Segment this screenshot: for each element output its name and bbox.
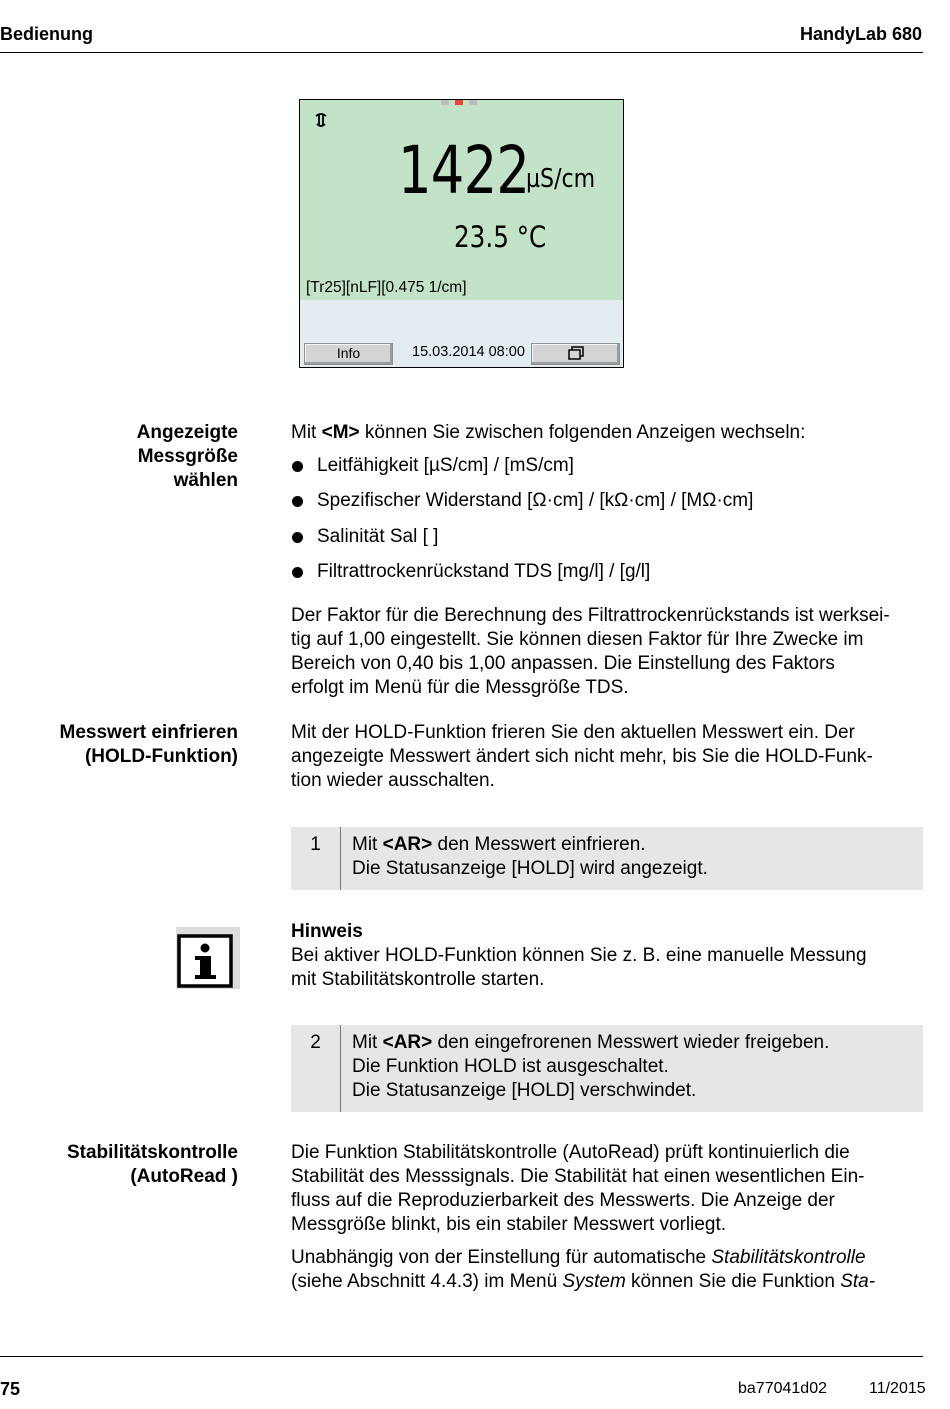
display-datetime: 15.03.2014 08:00 [412,344,525,360]
section-label-hold: Messwert einfrieren (HOLD-Funktion) [59,722,238,767]
bullet-item: Salinität Sal [ ] [317,526,439,547]
bullet-item: Filtrattrockenrückstand TDS [mg/l] / [g/l] [317,561,651,582]
bullet-icon [292,567,303,578]
info-button[interactable]: Info [304,343,393,365]
autoread-paragraph-2: Unabhängig von der Einstellung für automatische Stabilitätskontrolle (siehe Abschnitt 4.4.3) im Menü System können Sie die Funktion Sta- [291,1247,876,1292]
info-note-icon-bg [176,927,240,989]
step-1-box [291,827,923,890]
sensor-icon [314,112,328,128]
window-button[interactable] [531,343,620,365]
window-icon [567,346,585,361]
tds-factor-paragraph: Der Faktor für die Berechnung des Filtrattrockenrückstands ist werksei- tig auf 1,00 eingestellt. Sie können diesen Faktor für Ihre Zwecke im Bereich von 0,40 bis 1,00 anpassen. Die Einstellung des Faktors erfolgt im Menü für die Messgröße TDS. [291,605,890,698]
section-label-select: Angezeigte Messgröße wählen [136,422,238,491]
hold-paragraph: Mit der HOLD-Funktion frieren Sie den aktuellen Messwert ein. Der angezeigte Messwert ändert sich nicht mehr, bis Sie die HOLD-Funk- tion wieder ausschalten. [291,722,873,791]
step-number: 2 [291,1025,341,1112]
select-intro: Mit <M> können Sie zwischen folgenden Anzeigen wechseln: [291,422,806,443]
step-text: Mit <AR> den Messwert einfrieren. Die Statusanzeige [HOLD] wird angezeigt. [352,834,708,879]
document-id: ba77041d02 [738,1380,827,1397]
display-tab-3 [469,100,477,105]
note-block: Hinweis Bei aktiver HOLD-Funktion können Sie z. B. eine manuelle Messung mit Stabilitätskontrolle starten. [291,920,923,992]
section-label-autoread: Stabilitätskontrolle (AutoRead ) [66,1142,238,1187]
info-note-icon [176,927,238,989]
header-product-name: HandyLab 680 [799,24,922,44]
display-tab-1 [441,100,449,105]
step-number: 1 [291,827,341,890]
step-text: Mit <AR> den eingefrorenen Messwert wieder freigeben. Die Funktion HOLD ist ausgeschaltet. Die Statusanzeige [HOLD] verschwindet. [352,1032,830,1101]
bullet-item: Leitfähigkeit [µS/cm] / [mS/cm] [317,455,574,476]
measurement-params: [Tr25][nLF][0.475 1/cm] [306,279,467,296]
header-rule [0,52,923,53]
measurement-unit: µS/cm [526,164,596,194]
header-section-title: Bedienung [0,24,93,44]
autoread-paragraph: Die Funktion Stabilitätskontrolle (AutoRead) prüft kontinuierlich die Stabilität des Messsignals. Die Stabilität hat einen wesentlichen Ein- fluss auf die Reproduzierbarkeit des Messwerts. Die Anzeige der Messgröße blinkt, bis ein stabiler Messwert vorliegt. [291,1142,865,1235]
bullet-item: Spezifischer Widerstand [Ω·cm] / [kΩ·cm] / [MΩ·cm] [317,490,754,511]
device-display [299,99,624,368]
temperature-value: 23.5 °C [454,220,547,254]
measurement-value: 1422 [398,132,530,209]
display-tab-2 [455,100,463,105]
note-title: Hinweis [291,921,363,942]
document-date: 11/2015 [869,1380,926,1397]
page-number: 75 [0,1379,21,1399]
bullet-icon [292,532,303,543]
bullet-icon [292,461,303,472]
step-2-box [291,1025,923,1112]
footer-rule [0,1356,923,1357]
bullet-icon [292,496,303,507]
